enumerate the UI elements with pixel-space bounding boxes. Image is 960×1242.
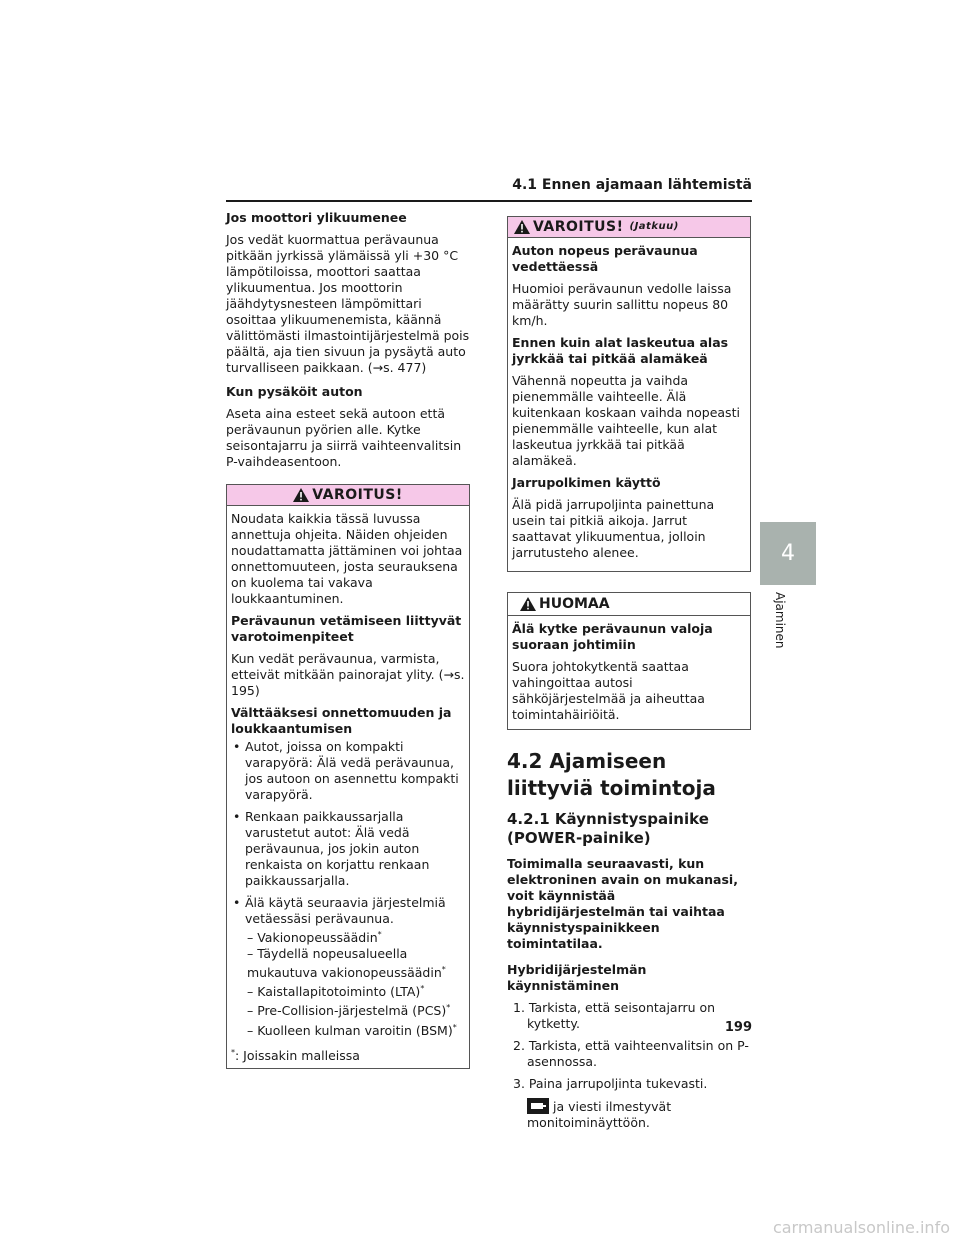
warning-box	[226, 484, 470, 1069]
system-item-text: – Kuolleen kulman varoitin (BSM)	[247, 1022, 453, 1038]
notice-heading: Älä kytke perävaunun valoja suoraan johtimiin	[512, 621, 713, 652]
chapter-tab[interactable]	[760, 522, 816, 585]
subsection-heading: 4.2.1 Käynnistyspainike (POWER-painike)	[507, 810, 709, 847]
towing-text: Kun vedät perävaunua, varmista, etteivät mitkään painorajat ylity. (→s. 195)	[231, 651, 465, 698]
avoid-heading: Välttääksesi onnettomuuden ja loukkaantumisen	[231, 705, 452, 736]
footnote-mark: *	[420, 984, 425, 994]
brake-heading: Jarrupolkimen käyttö	[512, 475, 661, 490]
intro-text: Toimimalla seuraavasti, kun elektroninen avain on mukanasi, voit käynnistää hybridijärjestelmän tai vaihtaa käynnistyspainikkeen toimintatilaa.	[507, 856, 738, 951]
footnote-mark: *	[452, 1022, 457, 1032]
system-item	[245, 927, 465, 946]
downhill-heading: Ennen kuin alat laskeutua alas jyrkkää tai pitkää alamäkeä	[512, 335, 729, 366]
warning-continued-title: VAROITUS!	[533, 219, 624, 235]
list-item: 1. Tarkista, että seisontajarru on kytketty.	[513, 1000, 716, 1031]
watermark: carmanualsonline.info	[772, 1218, 950, 1237]
left-column	[226, 210, 470, 1069]
system-item-text: – Pre-Collision-järjestelmä (PCS)	[247, 1003, 447, 1019]
list-item: 2. Tarkista, että vaihteenvalitsin on P-asennossa.	[513, 1038, 749, 1069]
warning-header	[227, 485, 469, 506]
chapter-number: 4	[781, 541, 795, 566]
system-item-text: – Vakionopeussäädin	[247, 930, 378, 946]
step3-follow-text: ja viesti ilmestyvät monitoiminäyttöön.	[527, 1099, 672, 1130]
list-item: • Autot, joissa on kompakti varapyörä: Älä vedä perävaunua, jos autoon on asennettu kompakti varapyörä.	[231, 739, 465, 803]
warning-continued-header	[508, 217, 750, 238]
section-heading: 4.2 Ajamiseen liittyviä toimintoja	[507, 749, 716, 800]
speed-heading: Auton nopeus perävaunua vedettäessä	[512, 243, 698, 274]
list-item	[231, 895, 465, 1039]
speed-text: Huomioi perävaunun vedolle laissa määrätty suurin sallittu nopeus 80 km/h.	[512, 281, 732, 328]
park-heading: Kun pysäköit auton	[226, 384, 363, 399]
header-rule	[226, 200, 752, 202]
footnote-mark: *	[231, 1047, 235, 1057]
brake-text: Älä pidä jarrupoljinta painettuna usein tai pitkiä aikoja. Jarrut saattavat ylikuumentua, jolloin jarrutusteho alenee.	[512, 497, 715, 560]
start-steps	[507, 1000, 751, 1092]
section-header: 4.1 Ennen ajamaan lähtemistä	[512, 177, 752, 193]
warning-triangle-icon	[514, 220, 530, 234]
footnote-mark: *	[446, 1003, 451, 1013]
notice-header	[508, 593, 750, 616]
chapter-label: Ajaminen	[773, 592, 787, 649]
warning-triangle-icon	[520, 597, 536, 611]
system-item	[245, 946, 465, 981]
footnote-mark: *	[377, 930, 382, 939]
system-item-text: – Täydellä nopeusalueella mukautuva vakionopeussäädin	[247, 946, 442, 981]
list-item-text: Älä käytä seuraavia järjestelmiä vetäessäsi perävaunua.	[245, 895, 446, 926]
list-item: • Renkaan paikkaussarjalla varustetut autot: Älä vedä perävaunua, jos jokin auton renkaista on korjattu renkaan paikkaussarjalla.	[231, 809, 465, 889]
step3-follow	[507, 1098, 751, 1131]
downhill-text: Vähennä nopeutta ja vaihda pienemmälle vaihteelle. Älä kuitenkaan koskaan vaihda nopeasti pienemmälle vaihteelle, kun alat laskeutua jyrkkää tai pitkää alamäkeä.	[512, 373, 740, 468]
notice-box	[507, 592, 751, 730]
warning-title: VAROITUS!	[312, 487, 403, 503]
system-item	[245, 1020, 465, 1039]
overheat-text: Jos vedät kuormattua perävaunua pitkään jyrkissä ylämäissä yli +30 °C lämpötiloissa, moottori saattaa ylikuumentua. Jos moottorin jäähdytysnesteen lämpömittari osoittaa ylikuumenemista, käännä välittömästi ilmastointijärjestelmä pois päältä, aja tien sivuun ja pysäytä auto turvalliseen paikkaan. (→s. 477)	[226, 232, 470, 375]
right-column	[507, 216, 751, 1131]
system-item	[245, 981, 465, 1000]
system-item-text: – Kaistallapitotoiminto (LTA)	[247, 984, 421, 1000]
warning-bullets	[231, 739, 465, 1039]
warning-intro: Noudata kaikkia tässä luvussa annettuja ohjeita. Näiden ohjeiden noudattamatta jättäminen voi johtaa onnettomuuteen, josta seurauksena on kuolema tai vakava loukkaantuminen.	[231, 511, 463, 606]
warning-continued-subtitle: (Jatkuu)	[629, 221, 679, 232]
start-heading: Hybridijärjestelmän käynnistäminen	[507, 962, 647, 993]
park-text: Aseta aina esteet sekä autoon että perävaunun pyörien alle. Kytke seisontajarru ja siirrä vaihteenvalitsin P-vaihdeasentoon.	[226, 406, 462, 469]
hybrid-system-icon	[527, 1098, 549, 1114]
system-item	[245, 1000, 465, 1019]
notice-title: HUOMAA	[539, 596, 610, 612]
overheat-heading: Jos moottori ylikuumenee	[226, 210, 407, 225]
footnote	[231, 1045, 465, 1064]
towing-heading: Perävaunun vetämiseen liittyvät varotoimenpiteet	[231, 613, 462, 644]
footnote-text: : Joissakin malleissa	[235, 1047, 360, 1063]
warning-triangle-icon	[293, 488, 309, 502]
warning-continued-box	[507, 216, 751, 572]
page-number: 199	[724, 1020, 752, 1035]
notice-text: Suora johtokytkentä saattaa vahingoittaa autosi sähköjärjestelmää ja aiheuttaa toimintahäiriöitä.	[512, 659, 705, 722]
footnote-mark: *	[441, 965, 446, 975]
list-item: 3. Paina jarrupoljinta tukevasti.	[513, 1076, 708, 1091]
